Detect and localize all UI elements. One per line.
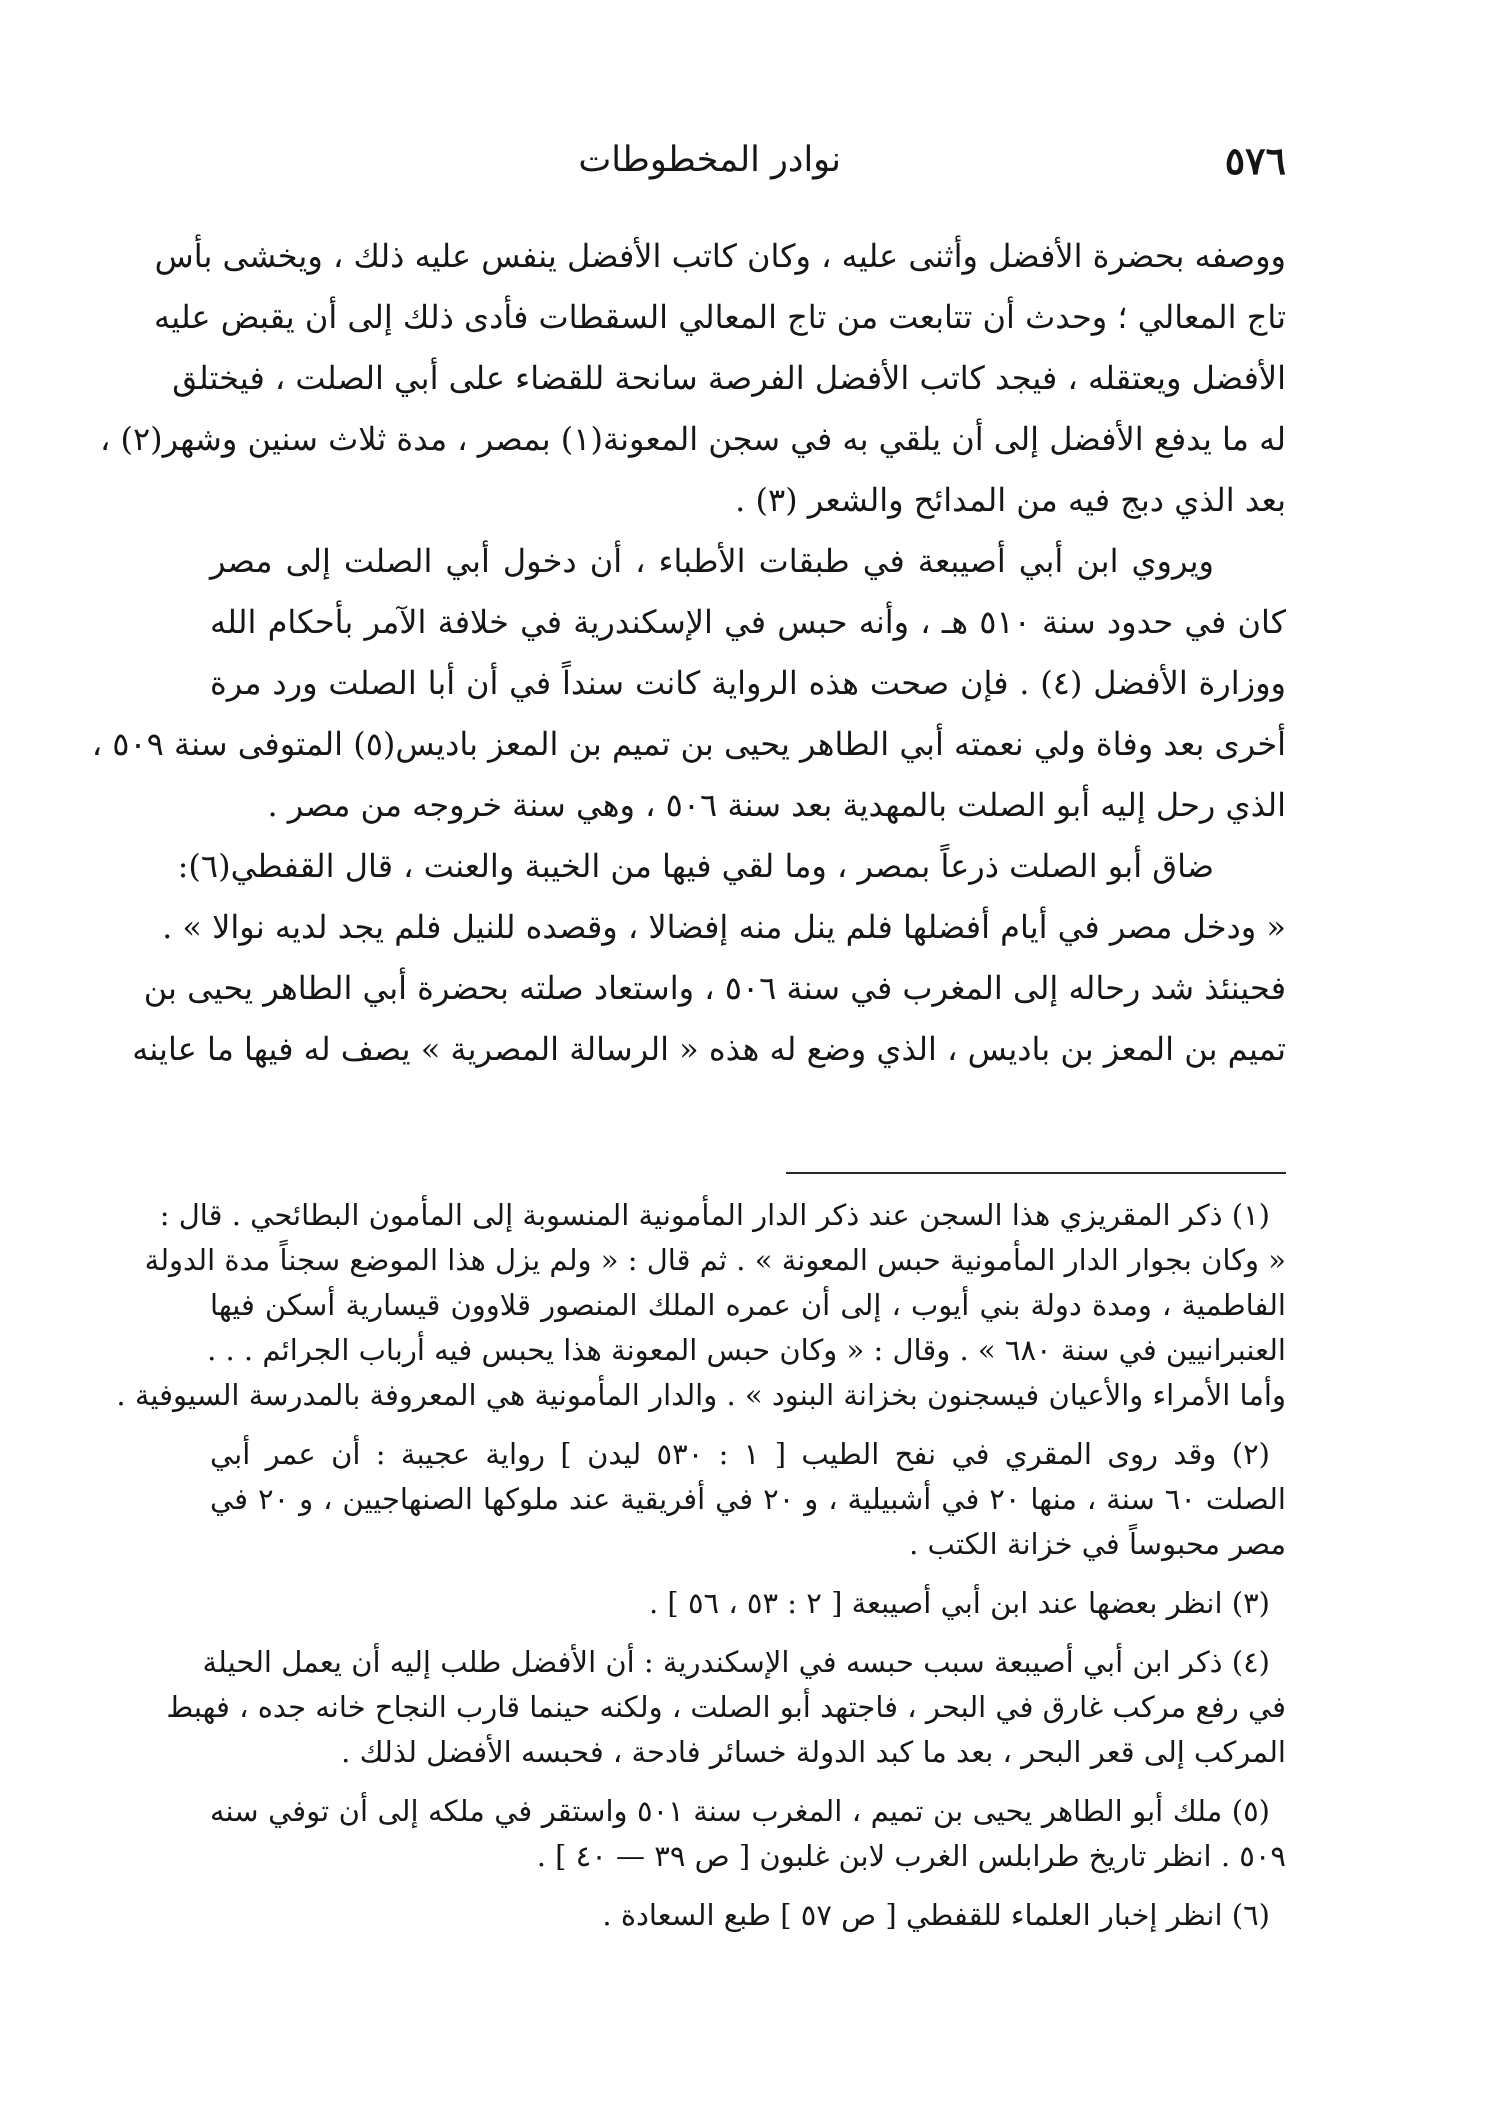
text-line: ضاق أبو الصلت ذرعاً بمصر ، وما لقي فيها من الخيبة والعنت ، قال القفطي(٦): (177, 847, 1214, 885)
text-line: الأفضل ويعتقله ، فيجد كاتب الأفضل الفرصة سانحة للقضاء على أبي الصلت ، فيختلق (172, 359, 1286, 397)
text-line: فحينئذ شد رحاله إلى المغرب في سنة ٥٠٦ ، واستعاد صلته بحضرة أبي الطاهر يحيى بن (143, 969, 1286, 1007)
footnote-6 (210, 1893, 1286, 1938)
footnote-line: المركب إلى قعر البحر ، بعد ما كبد الدولة خسائر فادحة ، فحبسه الأفضل لذلك . (341, 1735, 1286, 1769)
footnote-3 (210, 1581, 1286, 1626)
footnote-line: (٢) وقد روى المقري في نفح الطيب [ ١ : ٥٣٠ ليدن ] رواية عجيبة : أن عمر أبي (210, 1437, 1270, 1471)
footnotes (116, 1193, 1286, 1952)
footnote-line: (٤) ذكر ابن أبي أصيبعة سبب حبسه في الإسكندرية : أن الأفضل طلب إليه أن يعمل الحيلة (202, 1645, 1270, 1679)
text-line: ويروي ابن أبي أصيبعة في طبقات الأطباء ، أن دخول أبي الصلت إلى مصر (210, 542, 1214, 580)
footnote-line: (٥) ملك أبو الطاهر يحيى بن تميم ، المغرب سنة ٥٠١ واستقر في ملكه إلى أن توفي سنه (210, 1794, 1270, 1828)
text-line: « ودخل مصر في أيام أفضلها فلم ينل منه إفضالا ، وقصده للنيل فلم يجد لديه نوالا » . (162, 908, 1286, 946)
page-number: ٥٧٦ (1224, 138, 1286, 183)
running-title: نوادر المخطوطات (578, 140, 841, 180)
main-text (91, 226, 1287, 1080)
running-header (210, 138, 1286, 198)
footnote-line: الصلت ٦٠ سنة ، منها ٢٠ في أشبيلية ، و ٢٠ في أفريقية عند ملوكها الصنهاجيين ، و ٢٠ في (210, 1482, 1286, 1516)
footnote-line: في رفع مركب غارق في البحر ، فاجتهد أبو الصلت ، ولكنه حينما قارب النجاح خانه جده ، فهبط (166, 1690, 1286, 1724)
footnote-1 (116, 1193, 1286, 1418)
footnote-line: مصر محبوساً في خزانة الكتب . (909, 1527, 1286, 1561)
footnote-line: (١) ذكر المقريزي هذا السجن عند ذكر الدار المأمونية المنسوبة إلى المأمون البطائحي . قال : (159, 1198, 1270, 1232)
footnote-line: « وكان بجوار الدار المأمونية حبس المعونة » . ثم قال : « ولم يزل هذا الموضع سجناً مدة الدولة (144, 1243, 1286, 1277)
footnote-line: وأما الأمراء والأعيان فيسجنون بخزانة البنود » . والدار المأمونية هي المعروفة بالمدرسة السيوفية . (116, 1378, 1286, 1412)
text-line: ووصفه بحضرة الأفضل وأثنى عليه ، وكان كاتب الأفضل ينفس عليه ذلك ، ويخشى بأس (154, 237, 1286, 275)
text-line: بعد الذي دبج فيه من المدائح والشعر (٣) . (735, 481, 1286, 519)
text-line: له ما يدفع الأفضل إلى أن يلقي به في سجن المعونة(١) بمصر ، مدة ثلاث سنين وشهر(٢) ، (99, 420, 1286, 458)
footnote-line: (٣) انظر بعضها عند ابن أبي أصيبعة [ ٢ : ٥٣ ، ٥٦ ] . (649, 1586, 1270, 1620)
footnote-2 (210, 1432, 1286, 1567)
text-line: أخرى بعد وفاة ولي نعمته أبي الطاهر يحيى بن تميم بن المعز باديس(٥) المتوفى سنة ٥٠٩ ، (91, 725, 1286, 763)
text-line: كان في حدود سنة ٥١٠ هـ ، وأنه حبس في الإسكندرية في خلافة الآمر بأحكام الله (210, 603, 1287, 641)
footnote-5 (210, 1789, 1286, 1879)
footnote-line: ٥٠٩ . انظر تاريخ طرابلس الغرب لابن غلبون [ ص ٣٩ — ٤٠ ] . (536, 1839, 1286, 1873)
text-line: تاج المعالي ؛ وحدث أن تتابعت من تاج المعالي السقطات فأدى ذلك إلى أن يقبض عليه (154, 298, 1286, 336)
footnote-line: (٦) انظر إخبار العلماء للقفطي [ ص ٥٧ ] طبع السعادة . (602, 1898, 1270, 1932)
text-line: ووزارة الأفضل (٤) . فإن صحت هذه الرواية كانت سنداً في أن أبا الصلت ورد مرة (210, 664, 1287, 702)
text-line: تميم بن المعز بن باديس ، الذي وضع له هذه « الرسالة المصرية » يصف له فيها ما عاينه (132, 1030, 1286, 1068)
footnote-line: العنبرانيين في سنة ٦٨٠ » . وقال : « وكان حبس المعونة هذا يحبس فيه أرباب الجرائم . . . (207, 1333, 1286, 1367)
footnote-divider (786, 1172, 1286, 1174)
footnote-4 (166, 1640, 1286, 1775)
text-line: الذي رحل إليه أبو الصلت بالمهدية بعد سنة ٥٠٦ ، وهي سنة خروجه من مصر . (267, 786, 1286, 824)
footnote-line: الفاطمية ، ومدة دولة بني أيوب ، إلى أن عمره الملك المنصور قلاوون قيسارية أسكن فيها (210, 1288, 1286, 1322)
